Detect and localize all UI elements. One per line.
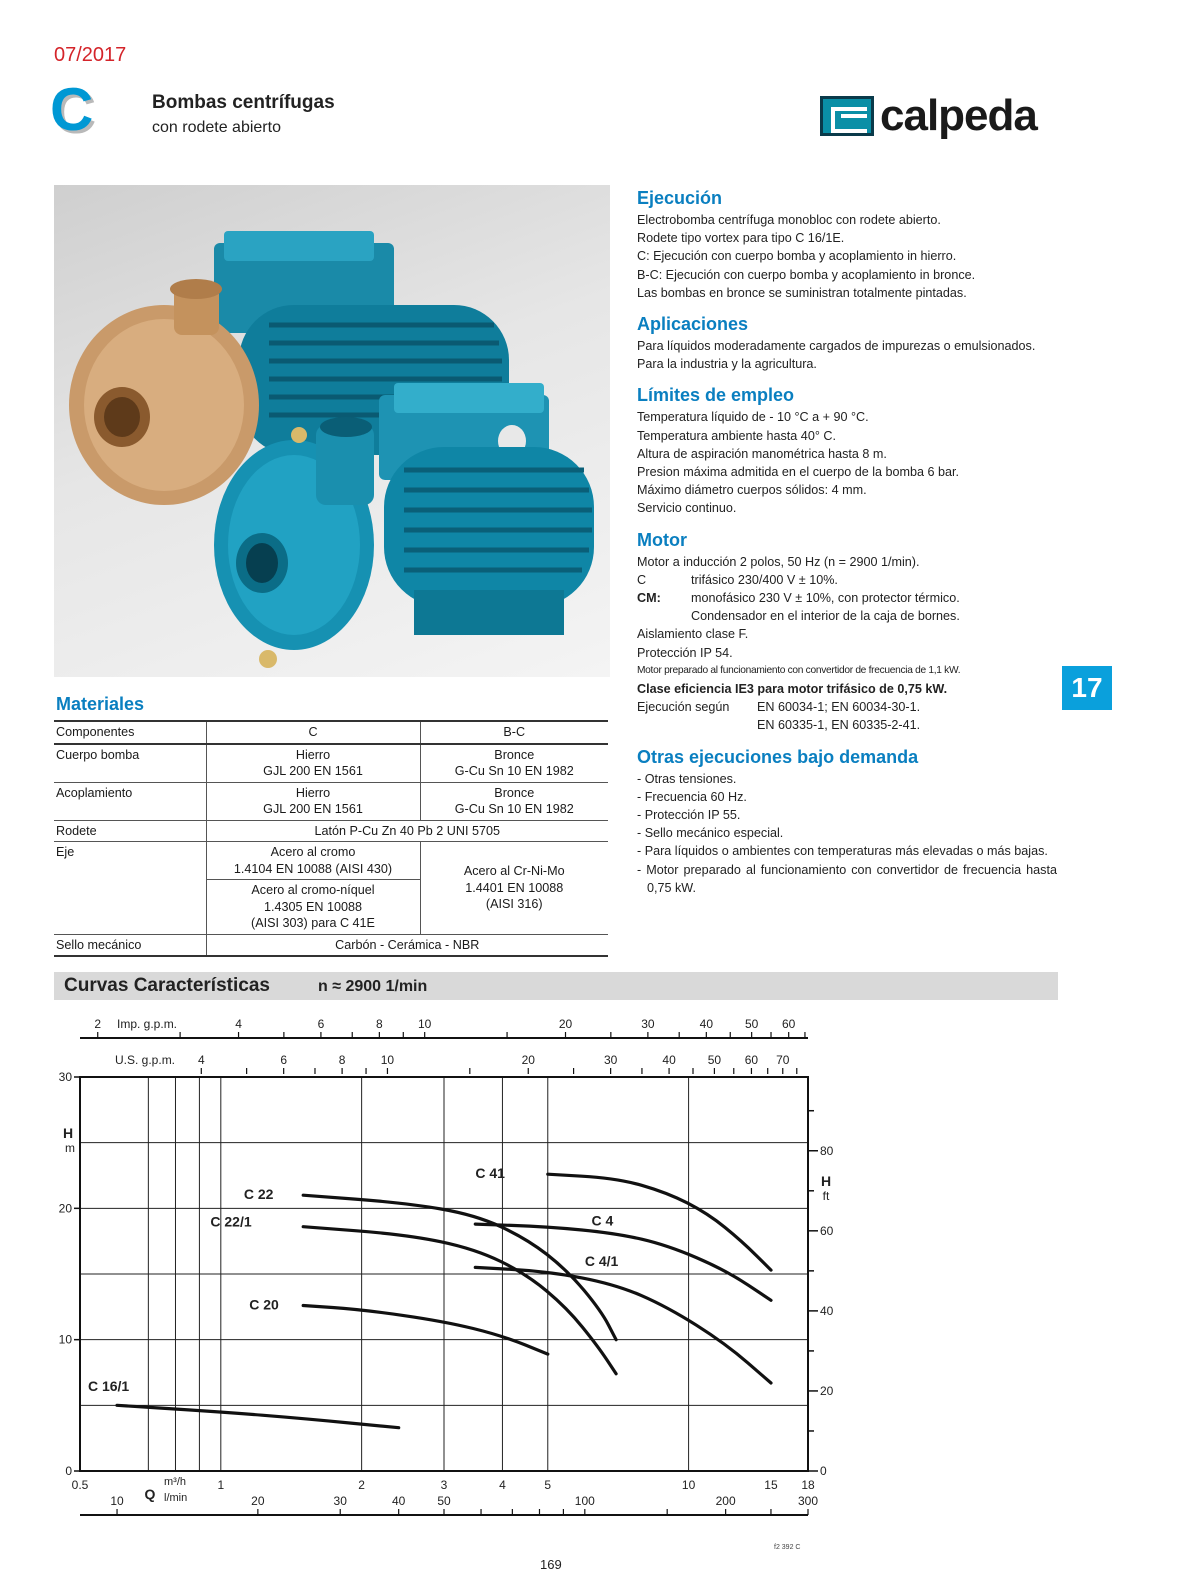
- ft-tick-label: 40: [820, 1303, 834, 1318]
- curve-label: C 20: [249, 1296, 279, 1313]
- ft-tick-label: 20: [820, 1383, 834, 1398]
- otras-item: - Otras tensiones.: [637, 771, 737, 786]
- product-photo: [54, 185, 610, 677]
- aplicaciones-line: Para la industria y la agricultura.: [637, 357, 817, 372]
- us-tick-label: 60: [744, 1053, 759, 1067]
- motor-ejecucion-key: Ejecución según: [637, 700, 730, 715]
- motor-convertidor: Motor preparado al funcionamiento con convertidor de frecuencia de 1,1 kW.: [637, 664, 961, 676]
- curve-label: C 41: [475, 1165, 505, 1182]
- limites-line: Servicio continuo.: [637, 501, 737, 516]
- curve-label: C 4/1: [584, 1253, 619, 1270]
- y-tick-label: 20: [58, 1201, 72, 1216]
- cell-line: (AISI 303) para C 41E: [251, 916, 375, 930]
- motor-three-phase: [637, 571, 1057, 589]
- x-tick-label: 10: [681, 1478, 696, 1492]
- curve-c-16-1: [117, 1405, 399, 1427]
- pump-illustration: [54, 185, 610, 677]
- cell-line: (AISI 316): [485, 897, 543, 911]
- lmin-tick-label: 40: [391, 1494, 406, 1508]
- y-tick-label: 10: [58, 1332, 72, 1347]
- imp-tick-label: 60: [782, 1017, 796, 1031]
- imp-tick-label: 10: [418, 1017, 432, 1031]
- ejecucion-heading: Ejecución: [637, 188, 723, 208]
- us-tick-label: 30: [603, 1053, 618, 1067]
- imp-tick-label: 40: [699, 1017, 714, 1031]
- curves-title-band: [54, 972, 1058, 1000]
- table-cell: [206, 842, 420, 880]
- cell-line: Acero al cromo: [270, 845, 356, 859]
- x-axis-unit-alt: l/min: [164, 1492, 188, 1504]
- us-tick-label: 40: [662, 1053, 676, 1067]
- motor-ejecucion-value-2: EN 60335-1, EN 60335-2-41.: [757, 718, 921, 733]
- motor-heading: Motor: [637, 529, 687, 550]
- otras-item: - Frecuencia 60 Hz.: [637, 789, 747, 804]
- imp-tick-label: 30: [641, 1017, 655, 1031]
- us-tick-label: 50: [707, 1053, 722, 1067]
- y-axis-unit: m: [65, 1141, 75, 1155]
- motor-ejecucion: [637, 698, 1057, 716]
- y-tick-label: 30: [58, 1070, 72, 1084]
- table-cell: Acoplamiento: [54, 782, 206, 820]
- motor-single-phase: [637, 589, 1057, 607]
- brand-logo-icon: [820, 96, 874, 136]
- table-cell: Sello mecánico: [54, 934, 206, 956]
- cell-line: Hierro: [295, 785, 331, 800]
- lmin-tick-label: 20: [251, 1494, 265, 1508]
- imp-tick-label: 20: [558, 1017, 573, 1031]
- us-tick-label: 10: [380, 1053, 395, 1067]
- motor-cm-key: CM:: [637, 591, 661, 606]
- us-tick-label: 4: [197, 1053, 205, 1067]
- curve-c-4-1: [475, 1267, 771, 1383]
- table-header-row: [54, 721, 608, 744]
- otras-heading: Otras ejecuciones bajo demanda: [637, 746, 919, 767]
- page-number: 169: [540, 1557, 562, 1572]
- aplicaciones-heading: Aplicaciones: [637, 314, 749, 335]
- ejecucion-line: Electrobomba centrífuga monobloc con rodete abierto.: [637, 213, 941, 227]
- table-cell: Eje: [54, 842, 206, 935]
- x-tick-label: 4: [499, 1478, 506, 1492]
- imp-axis-label: Imp. g.p.m.: [117, 1017, 178, 1031]
- ft-tick-label: 0: [820, 1464, 827, 1478]
- table-cell: Latón P-Cu Zn 40 Pb 2 UNI 5705: [206, 820, 608, 842]
- x-tick-label: 1: [217, 1478, 225, 1492]
- motor-c-value: trifásico 230/400 V ± 10%.: [691, 572, 838, 587]
- aplicaciones-line: Para líquidos moderadamente cargados de impurezas o emulsionados.: [637, 339, 1036, 354]
- imp-tick-label: 4: [235, 1017, 242, 1031]
- cell-line: Hierro: [295, 747, 331, 762]
- spec-column: [637, 188, 1057, 897]
- curve-c-22: [303, 1195, 616, 1340]
- curve-label: C 4: [591, 1212, 614, 1229]
- cell-line: G-Cu Sn 10 EN 1982: [454, 764, 574, 778]
- motor-proteccion: Protección IP 54.: [637, 645, 733, 660]
- materiales-table: [54, 720, 608, 957]
- table-cell: [420, 782, 608, 820]
- curve-label: C 22: [243, 1186, 274, 1203]
- x-tick-label: 0.5: [71, 1478, 89, 1492]
- table-row: [54, 782, 608, 820]
- x-tick-label: 15: [764, 1478, 778, 1492]
- lmin-tick-label: 30: [333, 1494, 347, 1508]
- limites-line: Temperatura ambiente hasta 40° C.: [637, 428, 836, 443]
- x-tick-label: 3: [440, 1478, 448, 1492]
- limites-line: Presion máxima admitida en el cuerpo de la bomba 6 bar.: [637, 465, 960, 480]
- table-row: [54, 744, 608, 783]
- motor-line: Motor a inducción 2 polos, 50 Hz (n = 2900 1/min).: [637, 554, 920, 569]
- otras-item: - Motor preparado al funcionamiento con convertidor de frecuencia hasta 0,75 kW.: [637, 862, 1057, 895]
- lmin-tick-label: 200: [715, 1494, 736, 1508]
- imp-tick-label: 50: [744, 1017, 759, 1031]
- limites-line: Temperatura líquido de - 10 °C a + 90 °C.: [637, 410, 869, 425]
- motor-aislamiento: Aislamiento clase F.: [637, 627, 749, 642]
- limites-line: Máximo diámetro cuerpos sólidos: 4 mm.: [637, 483, 867, 498]
- table-cell: [206, 880, 420, 935]
- motor-cm-value-2: Condensador en el interior de la caja de bornes.: [691, 609, 960, 624]
- us-axis-label: U.S. g.p.m.: [115, 1053, 176, 1067]
- x-tick-label: 5: [544, 1478, 552, 1492]
- ft-tick-label: 80: [820, 1143, 834, 1158]
- motor-cm-value: monofásico 230 V ± 10%, con protector térmico.: [691, 591, 960, 606]
- curves-speed: n ≈ 2900 1/min: [318, 978, 428, 995]
- lmin-tick-label: 100: [574, 1494, 595, 1508]
- curves-title: Curvas Características: [64, 975, 270, 996]
- curve-c-41: [548, 1174, 771, 1270]
- brand-name: calpeda: [880, 91, 1037, 140]
- limites-line: Altura de aspiración manométrica hasta 8 m.: [637, 446, 887, 461]
- cell-line: Acero al cromo-níquel: [251, 883, 375, 897]
- table-cell: Rodete: [54, 820, 206, 842]
- x-tick-label: 18: [801, 1478, 815, 1492]
- table-cell: [420, 744, 608, 783]
- materiales-heading: Materiales: [56, 694, 145, 714]
- motor-ejecucion-value: EN 60034-1; EN 60034-30-1.: [757, 700, 921, 715]
- cell-line: Bronce: [494, 785, 535, 800]
- cell-line: GJL 200 EN 1561: [263, 802, 363, 816]
- page-title: Bombas centrífugas: [152, 92, 335, 113]
- ft-axis-unit: ft: [822, 1189, 830, 1203]
- figure-reference: f2 392 C: [774, 1544, 801, 1551]
- ejecucion-line: Rodete tipo vortex para tipo C 16/1E.: [637, 231, 845, 246]
- table-row: [54, 934, 608, 956]
- cell-line: 1.4305 EN 10088: [263, 899, 363, 914]
- cell-line: 1.4401 EN 10088: [465, 880, 564, 895]
- table-cell: Carbón - Cerámica - NBR: [206, 934, 608, 956]
- table-cell: Cuerpo bomba: [54, 744, 206, 783]
- otras-item: - Para líquidos o ambientes con temperaturas más elevadas o más bajas.: [637, 844, 1048, 859]
- us-tick-label: 6: [280, 1053, 288, 1067]
- performance-chart: [0, 1000, 1200, 1560]
- x-axis-label: Q: [144, 1486, 156, 1502]
- page-subtitle: con rodete abierto: [152, 119, 281, 136]
- ejecucion-line: C: Ejecución con cuerpo bomba y acoplamiento in hierro.: [637, 249, 957, 264]
- cell-line: Bronce: [494, 747, 535, 762]
- series-letter: C: [50, 76, 94, 143]
- ft-axis-label: H: [820, 1173, 832, 1189]
- table-header: Componentes: [54, 721, 206, 744]
- curve-label: C 16/1: [87, 1377, 130, 1394]
- imp-tick-label: 6: [317, 1017, 325, 1031]
- otras-item: - Protección IP 55.: [637, 808, 741, 823]
- y-axis-label: H: [62, 1125, 74, 1141]
- chapter-badge: 17: [1062, 666, 1112, 710]
- otras-item: - Sello mecánico especial.: [637, 826, 784, 841]
- brand-logo: [820, 91, 1037, 140]
- cell-line: Acero al Cr-Ni-Mo: [463, 864, 565, 878]
- date-label: 07/2017: [54, 44, 127, 66]
- table-row: [54, 842, 608, 880]
- imp-tick-label: 8: [376, 1017, 383, 1031]
- lmin-tick-label: 50: [437, 1494, 451, 1508]
- table-cell: [206, 744, 420, 783]
- us-tick-label: 8: [338, 1053, 346, 1067]
- us-tick-label: 70: [776, 1053, 790, 1067]
- curve-c-20: [303, 1306, 548, 1355]
- motor-c-key: C: [637, 572, 647, 587]
- ejecucion-line: Las bombas en bronce se suministran totalmente pintadas.: [637, 285, 967, 300]
- x-tick-label: 2: [358, 1478, 365, 1492]
- cell-line: 1.4104 EN 10088 (AISI 430): [233, 861, 393, 876]
- cell-line: G-Cu Sn 10 EN 1982: [454, 802, 574, 816]
- limites-heading: Límites de empleo: [637, 385, 795, 406]
- ejecucion-line: B-C: Ejecución con cuerpo bomba y acoplamiento in bronce.: [637, 267, 976, 282]
- y-tick-label: 0: [65, 1464, 72, 1478]
- imp-tick-label: 2: [94, 1017, 102, 1031]
- motor-clase-eficiencia: Clase eficiencia IE3 para motor trifásico de 0,75 kW.: [637, 682, 948, 697]
- table-cell: [206, 782, 420, 820]
- lmin-tick-label: 10: [110, 1494, 124, 1508]
- ft-tick-label: 60: [820, 1223, 834, 1238]
- table-cell: [420, 842, 608, 935]
- lmin-tick-label: 300: [797, 1494, 819, 1508]
- table-header: C: [206, 721, 420, 744]
- curve-label: C 22/1: [210, 1213, 252, 1230]
- curve-c-22-1: [303, 1227, 616, 1374]
- table-header: B-C: [420, 721, 608, 744]
- cell-line: GJL 200 EN 1561: [263, 764, 363, 778]
- table-row: [54, 820, 608, 842]
- x-axis-unit: m³/h: [164, 1476, 186, 1488]
- us-tick-label: 20: [521, 1053, 535, 1067]
